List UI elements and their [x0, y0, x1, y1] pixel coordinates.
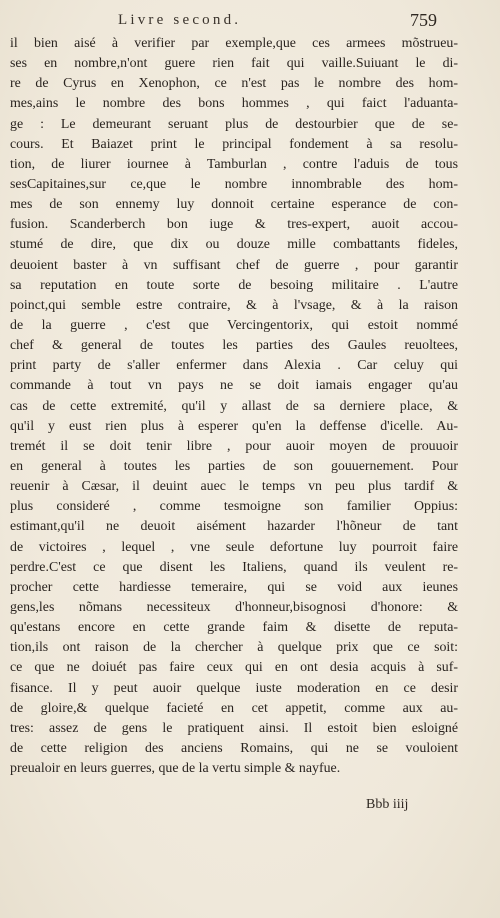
running-title: Livre second. [118, 12, 242, 28]
text-line: mes de son ennemy luy donnoit certaine esperance de con- [10, 197, 458, 213]
text-line: cours. Et Baiazet print le principal fondement à sa resolu- [10, 136, 458, 152]
text-line: qu'estans encore en cette grande faim & disette de reputa- [10, 620, 458, 636]
text-line: procher cette hardiesse temeraire, qui se void aux ieunes [10, 579, 458, 595]
text-line: tion, de liurer iournee à Tamburlan , contre l'aduis de tous [10, 156, 458, 172]
text-line: sa reputation en toute sorte de besoing militaire . L'autre [10, 277, 458, 293]
text-line: fusion. Scanderberch bon iuge & tres-expert, auoit accou- [10, 217, 458, 233]
text-line: gens,les nõmans necessiteux d'honneur,bisognosi d'honore: & [10, 599, 458, 615]
text-line: de gloire,& quelque facieté en cet appetit, comme aux au- [10, 700, 458, 716]
text-line: estimant,qu'il ne deuoit aisément hazarder l'hõneur de tant [10, 519, 458, 535]
text-line: chef & general de toutes les parties des Gaules reuoltees, [10, 338, 458, 354]
text-line: stumé de dire, que dix ou douze mille combattants fideles, [10, 237, 458, 253]
text-line: ce que ne doiuét pas faire ceux qui en ont desia acquis à suf- [10, 660, 458, 676]
text-line: ge : Le demeurant seruant plus de destourbier que de se- [10, 116, 458, 132]
running-head [0, 10, 500, 32]
text-line: il bien aisé à verifier par exemple,que ces armees mõstrueu- [10, 36, 458, 51]
text-line: preualoir en leurs guerres, que de la vertu simple & nayfue. [10, 761, 341, 777]
text-line: de la guerre , c'est que Vercingentorix, qui estoit nommé [10, 317, 458, 333]
text-line: deuoient baster à vn suffisant chef de guerre , pour garantir [10, 257, 458, 273]
text-line: commande à tout vn pays ne se doit iamais engager qu'au [10, 378, 458, 394]
text-line: qu'il y eust rien plus à esperer qu'en la deffense d'icelle. Au- [10, 418, 458, 434]
text-line: mes,ains le nombre des bons hommes , qui faict l'aduanta- [10, 96, 458, 112]
text-line: cas de cette extremité, qu'il y allast de sa derniere place, & [10, 398, 458, 414]
text-line: perdre.C'est ce que disent les Italiens, quand ils veulent re- [10, 559, 458, 575]
signature-mark: Bbb iiij [366, 797, 409, 812]
text-line: de cette religion des anciens Romains, qui ne se vouloient [10, 740, 458, 756]
page-number: 759 [410, 10, 437, 30]
text-line: reuenir à Cæsar, il deuint auec le temps vn peu plus tardif & [10, 479, 458, 495]
text-line: tres: assez de gens le pratiquent ainsi. Il estoit bien esloigné [10, 720, 458, 736]
text-line: tremét il se doit tenir libre , pour auoir moyen de prouuoir [10, 438, 458, 454]
text-line: tion,ils ont raison de la chercher à quelque prix que ce soit: [10, 640, 458, 656]
text-line: sesCapitaines,sur ce,que le nombre innombrable des hom- [10, 176, 458, 192]
text-line: de victoires , lequel , vne seule defortune luy pourroit faire [10, 539, 458, 555]
text-line: fisance. Il y peut auoir quelque iuste moderation en ce desir [10, 680, 458, 696]
text-line: print party de s'aller enfermer dans Alexia . Car celuy qui [10, 358, 458, 374]
text-line: plus consideré , comme tesmoigne son familier Oppius: [10, 499, 458, 515]
body-text [10, 34, 458, 779]
text-line: en general à toutes les parties de son gouuernement. Pour [10, 458, 458, 474]
text-line: ses en nombre,n'ont guere rien fait qui vaille.Suiuant le di- [10, 56, 458, 72]
text-line: re de Cyrus en Xenophon, ce n'est pas le nombre des hom- [10, 76, 458, 92]
text-line: poinct,qui semble estre contraire, & à l'vsage, & à la raison [10, 297, 458, 313]
